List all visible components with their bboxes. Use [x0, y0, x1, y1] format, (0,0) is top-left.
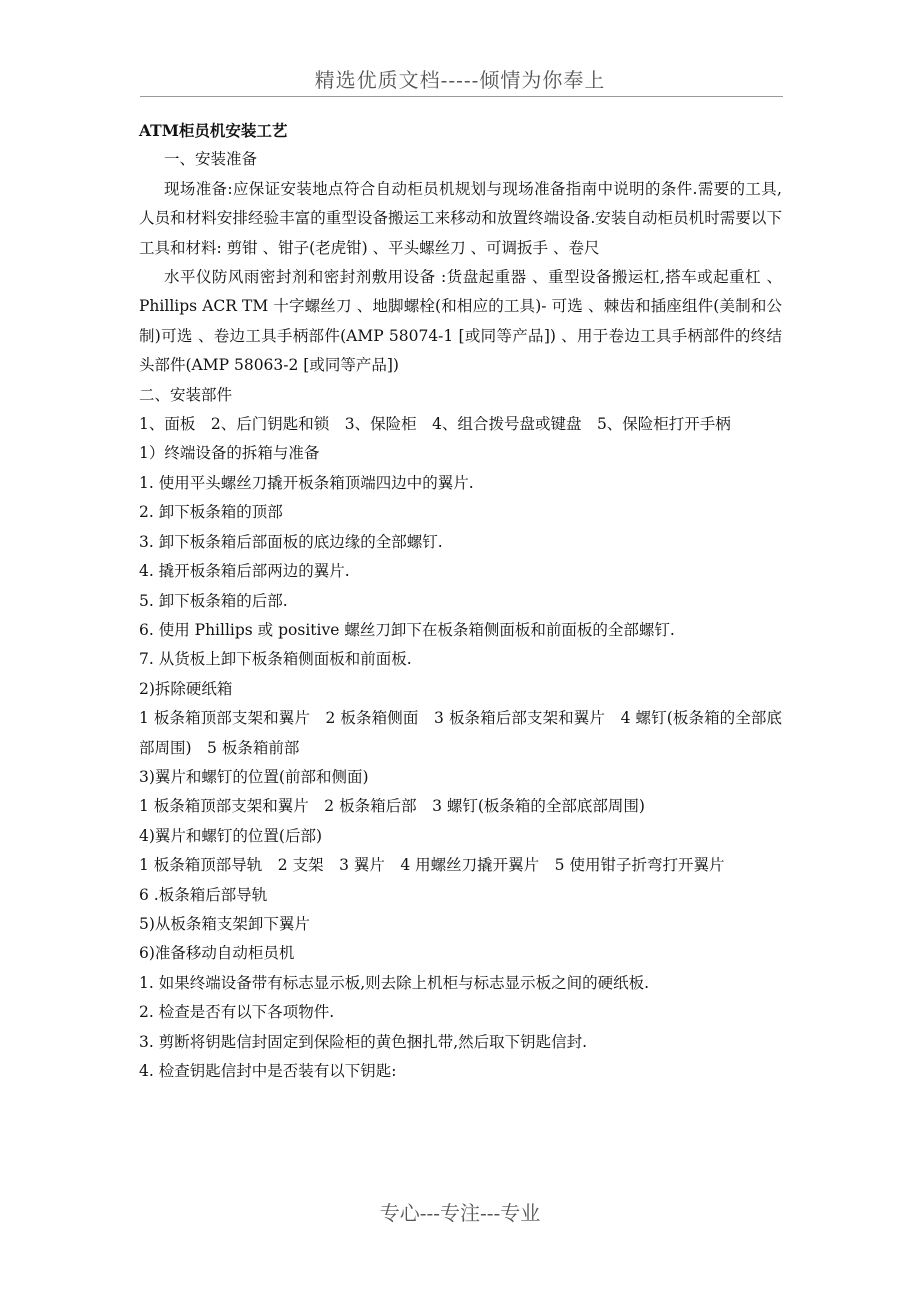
subheading-remove-carton: 2)拆除硬纸箱: [139, 679, 233, 698]
front-side-parts-list: 1 板条箱顶部支架和翼片 2 板条箱后部 3 螺钉(板条箱的全部底部周围): [139, 797, 645, 816]
page-header: 精选优质文档-----倾情为你奉上: [314, 68, 606, 92]
list-item: 5. 卸下板条箱的后部.: [139, 591, 288, 610]
subheading-unpacking: 1）终端设备的拆箱与准备: [139, 444, 320, 463]
parts-list: 1、面板 2、后门钥匙和锁 3、保险柜 4、组合拨号盘或键盘 5、保险柜打开手柄: [139, 415, 731, 434]
list-item: 2. 卸下板条箱的顶部: [139, 503, 283, 522]
subheading-tabs-front-side: 3)翼片和螺钉的位置(前部和侧面): [139, 767, 369, 786]
subheading-prepare-move: 6)准备移动自动柜员机: [139, 944, 295, 963]
subheading-tabs-rear: 4)翼片和螺钉的位置(后部): [139, 826, 323, 845]
section-heading-preparation: 一、安装准备: [164, 150, 258, 169]
rear-parts-list: 1 板条箱顶部导轨 2 支架 3 翼片 4 用螺丝刀撬开翼片 5 使用钳子折弯打开翼片: [139, 856, 725, 875]
section-heading-parts: 二、安装部件: [139, 385, 233, 404]
list-item: 1. 使用平头螺丝刀撬开板条箱顶端四边中的翼片.: [139, 473, 474, 492]
header-divider: [140, 96, 783, 97]
list-item: 3. 剪断将钥匙信封固定到保险柜的黄色捆扎带,然后取下钥匙信封.: [139, 1032, 588, 1051]
list-item: 2. 检查是否有以下各项物件.: [139, 1003, 335, 1022]
paragraph-tools-materials: 水平仪防风雨密封剂和密封剂敷用设备 :货盘起重器 、重型设备搬运杠,搭车或起重杠 、Phillips ACR TM 十字螺丝刀 、地脚螺栓(和相应的工具)- 可选 、棘齿和插座组件(美制和公制)可选 、卷边工具手柄部件(AMP 58074-1 [或同等产品]) 、用于卷边工具手柄部件的终结头部件(AMP 58063-2 [或同等产品]): [139, 268, 782, 375]
list-item: 7. 从货板上卸下板条箱侧面板和前面板.: [139, 650, 412, 669]
list-item: 4. 检查钥匙信封中是否装有以下钥匙:: [139, 1062, 397, 1080]
list-item: 4. 撬开板条箱后部两边的翼片.: [139, 562, 350, 581]
list-item: 6 .板条箱后部导轨: [139, 885, 268, 904]
paragraph-site-preparation: 现场准备:应保证安装地点符合自动柜员机规划与现场准备指南中说明的条件.需要的工具,人员和材料安排经验丰富的重型设备搬运工来移动和放置终端设备.安装自动柜员机时需要以下工具和材料: 剪钳 、钳子(老虎钳) 、平头螺丝刀 、可调扳手 、卷尺: [139, 179, 782, 257]
document-title: ATM柜员机安装工艺: [139, 121, 288, 140]
list-item: 3. 卸下板条箱后部面板的底边缘的全部螺钉.: [139, 532, 443, 551]
list-item: 1. 如果终端设备带有标志显示板,则去除上机柜与标志显示板之间的硬纸板.: [139, 973, 650, 992]
list-item: 6. 使用 Phillips 或 positive 螺丝刀卸下在板条箱侧面板和前面板的全部螺钉.: [139, 620, 675, 639]
document-body: [139, 116, 782, 1086]
subheading-remove-tabs: 5)从板条箱支架卸下翼片: [139, 914, 310, 933]
page-footer: 专心---专注---专业: [379, 1201, 541, 1225]
carton-parts-list: 1 板条箱顶部支架和翼片 2 板条箱侧面 3 板条箱后部支架和翼片 4 螺钉(板条箱的全部底部周围) 5 板条箱前部: [139, 709, 782, 757]
